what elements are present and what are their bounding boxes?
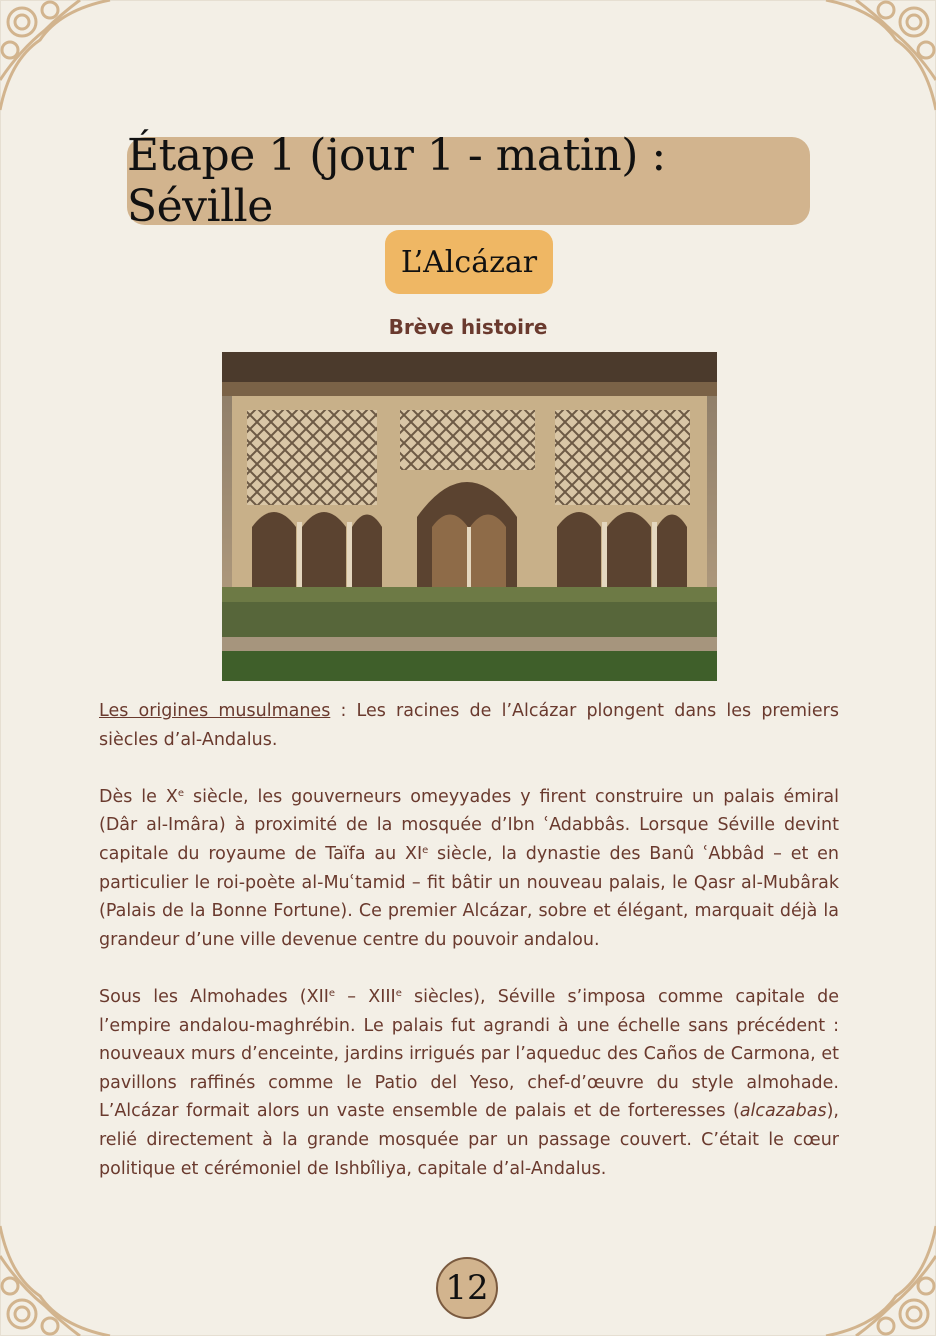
page-number-badge: 12 (436, 1257, 498, 1319)
p2-text-a: Dès le X (99, 786, 178, 807)
p3-text-a: Sous les Almohades (XII (99, 986, 329, 1007)
corner-ornament-top-right (816, 0, 936, 120)
p3-sup-1: e (328, 987, 336, 999)
section-heading: Brève histoire (388, 315, 548, 339)
intro-label: Les origines musulmanes (99, 701, 331, 721)
p3-text-d: ), relié directement à la grande mosquée par un passage couvert. C’était le cœur politique et cérémoniel de Ishbîliya, capitale d’al-Andalus. (99, 1101, 839, 1179)
paragraph-3 (99, 983, 839, 1183)
p3-sup-2: e (395, 987, 402, 999)
paragraph-2 (99, 783, 839, 955)
p3-text-c: siècles), Séville s’imposa comme capitale de l’empire andalou-maghrébin. Le palais fut agrandi à une échelle sans précédent : nouveaux murs d’enceinte, jardins irrigués par l’aqueduc des Caños de Carmona, et pavillons raffinés comme le Patio del Yeso, chef-d’œuvre du style almohade. L’Alcázar formait alors un vaste ensemble de palais et de forteresses ( (99, 986, 839, 1122)
article-body (99, 697, 839, 1212)
alcazar-arcade-photo (222, 352, 717, 681)
corner-ornament-bottom-right (816, 1216, 936, 1336)
corner-ornament-top-left (0, 0, 120, 120)
p3-italic: alcazabas (739, 1101, 827, 1122)
p2-text-c: siècle, la dynastie des Banû ʿAbbâd – et en particulier le roi-poète al-Muʿtamid – fit bâtir un nouveau palais, le Qasr al-Mubârak (Palais de la Bonne Fortune). Ce premier Alcázar, sobre et élégant, marquait déjà la grandeur d’une ville devenue centre du pouvoir andalou. (99, 843, 839, 950)
section-subtitle: L’Alcázar (385, 230, 553, 294)
intro-text: : Les racines de l’Alcázar plongent dans les premiers siècles d’al-Andalus. (99, 701, 839, 750)
p2-sup-1: e (177, 787, 185, 799)
corner-ornament-bottom-left (0, 1216, 120, 1336)
page-title: Étape 1 (jour 1 - matin) : Séville (127, 137, 810, 225)
paragraph-intro (99, 697, 839, 754)
p2-sup-2: e (422, 844, 429, 856)
p3-text-b: – XIII (335, 986, 396, 1007)
p2-text-b: siècle, les gouverneurs omeyyades y firent construire un palais émiral (Dâr al-Imâra) à proximité de la mosquée d’Ibn ʿAdabbâs. Lorsque Séville devint capitale du royaume de Taïfa au XI (99, 786, 839, 864)
